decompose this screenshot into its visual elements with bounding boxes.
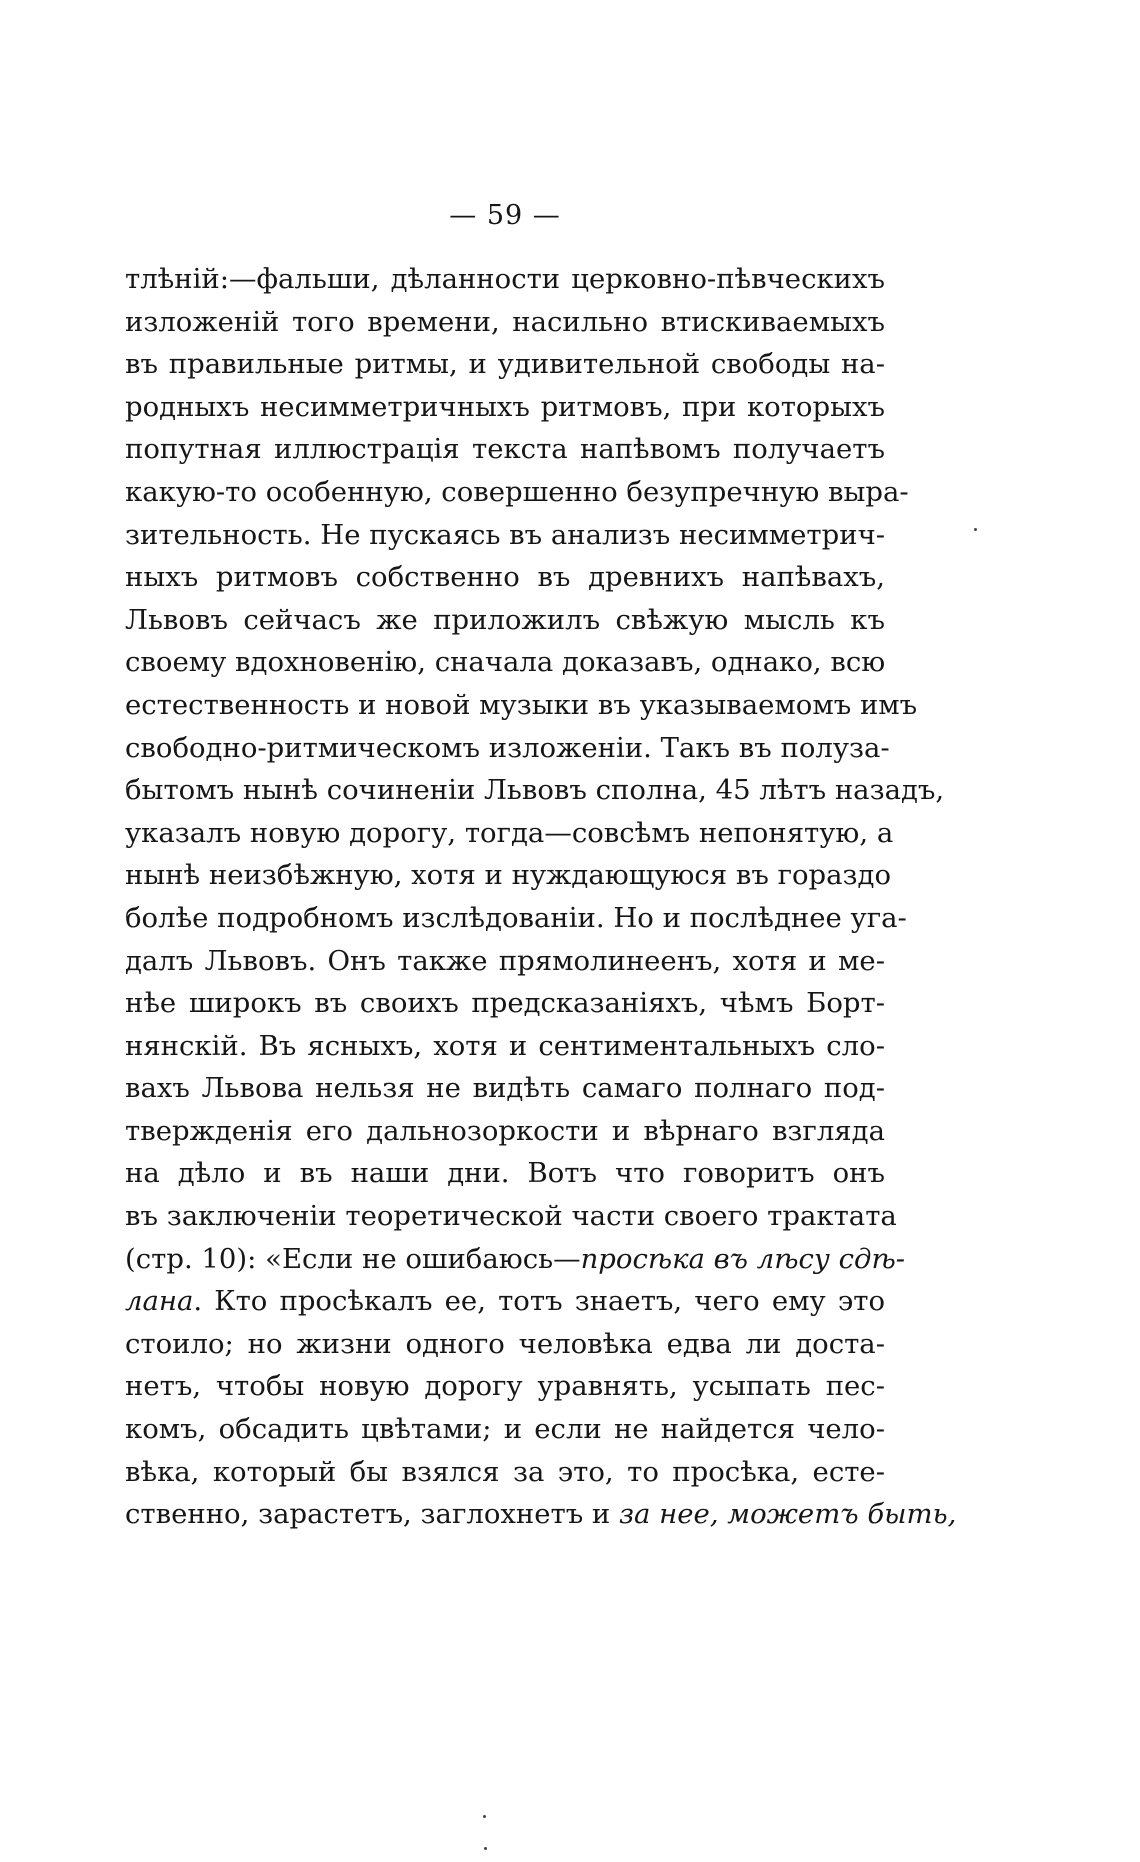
- text-line: Львовъ сейчасъ же приложилъ свѣжую мысль къ: [125, 603, 885, 636]
- italic-quote: за нее, можетъ быть,: [619, 1498, 957, 1531]
- scan-speck: [484, 1847, 487, 1850]
- text-line: нынѣ неизбѣжную, хотя и нуждающуюся въ гораздо: [125, 859, 892, 892]
- text-line: ственно, зарастетъ, заглохнетъ и за нее, можетъ быть,: [125, 1498, 957, 1531]
- text-line: нянскій. Въ ясныхъ, хотя и сентиментальныхъ сло-: [125, 1029, 885, 1062]
- text-line: ныхъ ритмовъ собственно въ древнихъ напѣвахъ,: [125, 561, 885, 594]
- text-line: родныхъ несимметричныхъ ритмовъ, при которыхъ: [125, 390, 885, 423]
- text-line: естественность и новой музыки въ указываемомъ имъ: [125, 688, 918, 721]
- text-line: въ правильные ритмы, и удивительной свободы на-: [125, 348, 885, 381]
- page-number: — 59 —: [449, 200, 561, 231]
- text-line: твержденія его дальнозоркости и вѣрнаго взгляда: [125, 1114, 885, 1147]
- text-line: какую-то особенную, совершенно безупречную выра-: [125, 475, 909, 508]
- text-line: нѣе широкъ въ своихъ предсказаніяхъ, чѣмъ Борт-: [125, 987, 885, 1020]
- scan-speck: [483, 1815, 486, 1818]
- text-line: комъ, обсадить цвѣтами; и если не найдется чело-: [125, 1413, 885, 1446]
- text-line: болѣе подробномъ изслѣдованіи. Но и послѣднее уга-: [125, 901, 907, 934]
- text-line: на дѣло и въ наши дни. Вотъ что говоритъ онъ: [125, 1157, 885, 1190]
- scan-speck: [974, 528, 977, 531]
- text-line: своему вдохновенію, сначала доказавъ, однако, всю: [125, 646, 886, 679]
- text-line: далъ Львовъ. Онъ также прямолинеенъ, хотя и ме-: [125, 944, 885, 977]
- text-line: изложеній того времени, насильно втискиваемыхъ: [125, 305, 885, 338]
- italic-quote: лана: [125, 1285, 194, 1318]
- text-line: въ заключеніи теоретической части своего трактата: [125, 1200, 897, 1233]
- text-line: (стр. 10): «Если не ошибаюсь—просѣка въ лѣсу сдѣ-: [125, 1242, 906, 1275]
- text-line: лана. Кто просѣкалъ ее, тотъ знаетъ, чего ему это: [125, 1285, 885, 1318]
- text-line: бытомъ нынѣ сочиненіи Львовъ сполна, 45 лѣтъ назадъ,: [125, 774, 945, 807]
- text-line: попутная иллюстрація текста напѣвомъ получаетъ: [125, 433, 885, 466]
- text-line: зительность. Не пускаясь въ анализъ несимметрич-: [125, 518, 886, 551]
- text-line: нетъ, чтобы новую дорогу уравнять, усыпать пес-: [125, 1370, 885, 1403]
- text-line: вѣка, который бы взялся за это, то просѣка, есте-: [125, 1455, 885, 1488]
- text-line: вахъ Львова нельзя не видѣть самаго полнаго под-: [125, 1072, 885, 1105]
- italic-quote: просѣка въ лѣсу сдѣ-: [580, 1242, 906, 1275]
- text-line: указалъ новую дорогу, тогда—совсѣмъ непонятую, а: [125, 816, 894, 849]
- text-line: стоило; но жизни одного человѣка едва ли доста-: [125, 1327, 885, 1360]
- text-line: свободно-ритмическомъ изложеніи. Такъ въ полуза-: [125, 731, 890, 764]
- body-text: [125, 258, 957, 1536]
- text-line: тлѣній:—фальши, дѣланности церковно-пѣвческихъ: [125, 263, 885, 295]
